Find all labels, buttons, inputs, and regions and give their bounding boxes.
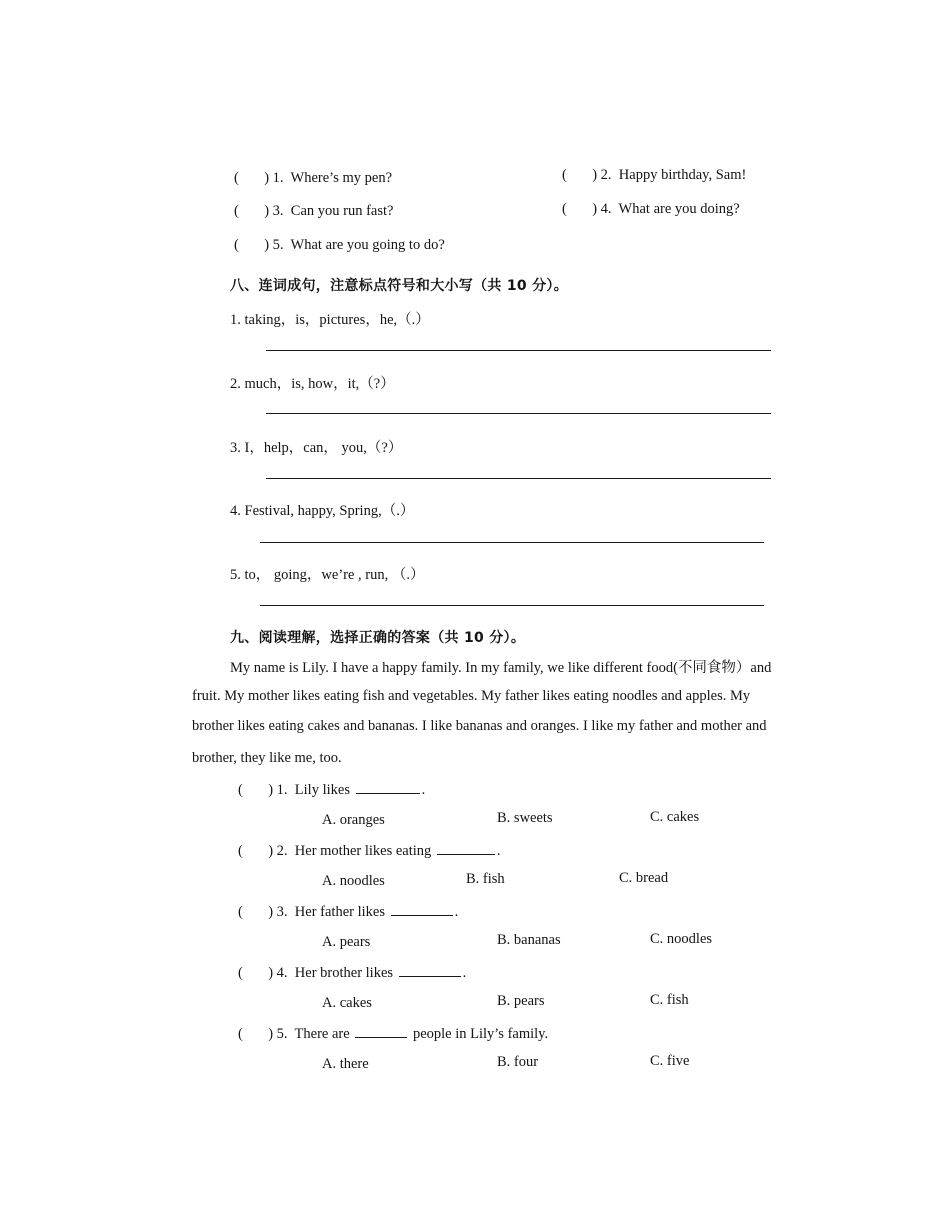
- section9-heading: 九、阅读理解，选择正确的答案（共 10 分）。: [230, 630, 526, 646]
- answer-paren[interactable]: ( ): [238, 782, 274, 798]
- option-a[interactable]: A. there: [322, 1056, 369, 1072]
- s8-item-3: [230, 436, 402, 457]
- question-text: Her mother likes eating: [294, 843, 432, 859]
- question-text-after: .: [462, 965, 467, 981]
- s8-item-words: to， going，we’re , run, （.）: [244, 567, 425, 583]
- option-c[interactable]: C. bread: [619, 870, 669, 886]
- s9-question-2: ( ) 2. Her mother likes eating .: [238, 843, 501, 859]
- s8-item-1: [230, 308, 430, 329]
- answer-paren[interactable]: ( ): [562, 167, 598, 183]
- answer-line[interactable]: [266, 350, 771, 351]
- answer-paren[interactable]: ( ): [238, 843, 274, 859]
- s7-item-4: ( ) 4. What are you doing?: [562, 201, 740, 217]
- option-b[interactable]: B. four: [497, 1054, 539, 1070]
- question-text: Her brother likes: [294, 965, 394, 981]
- section8-heading: 八、连词成句，注意标点符号和大小写（共 10 分）。: [230, 278, 569, 294]
- question-num: 4: [276, 965, 284, 981]
- fill-blank[interactable]: [355, 1025, 407, 1038]
- s8-item-words: much，is, how，it,（?）: [244, 376, 395, 392]
- question-text-after: .: [421, 782, 426, 798]
- answer-paren[interactable]: ( ): [238, 965, 274, 981]
- s8-item-words: taking，is，pictures，he,（.）: [244, 312, 430, 328]
- option-a[interactable]: A. pears: [322, 934, 371, 950]
- option-a[interactable]: A. noodles: [322, 873, 385, 889]
- question-text-after: .: [454, 904, 459, 920]
- question-num: 5: [276, 1026, 284, 1042]
- s7-item-num: 1: [272, 170, 280, 186]
- s7-item-num: 3: [272, 203, 280, 219]
- s7-item-text: Can you run fast?: [290, 203, 394, 219]
- option-c[interactable]: C. five: [650, 1053, 690, 1069]
- s7-item-num: 2: [600, 167, 608, 183]
- s7-item-text: Where’s my pen?: [290, 170, 393, 186]
- passage-line-3: brother likes eating cakes and bananas. I like bananas and oranges. I like my father and mother and: [192, 718, 767, 734]
- answer-paren[interactable]: ( ): [234, 170, 270, 186]
- s7-item-text: What are you going to do?: [290, 237, 445, 253]
- s7-item-1: ( ) 1. Where’s my pen?: [234, 170, 393, 186]
- option-b[interactable]: B. pears: [497, 993, 545, 1009]
- s8-item-label: 5.: [230, 567, 241, 583]
- question-text: Lily likes: [294, 782, 350, 798]
- s8-item-5: [230, 563, 425, 584]
- question-num: 2: [276, 843, 284, 859]
- s8-item-label: 1.: [230, 312, 241, 328]
- s9-question-1: ( ) 1. Lily likes .: [238, 782, 426, 798]
- answer-paren[interactable]: ( ): [562, 201, 598, 217]
- s7-item-5: ( ) 5. What are you going to do?: [234, 237, 445, 253]
- option-b[interactable]: B. sweets: [497, 810, 553, 826]
- question-text: Her father likes: [294, 904, 385, 920]
- s7-item-num: 5: [272, 237, 280, 253]
- s9-question-4: ( ) 4. Her brother likes .: [238, 965, 467, 981]
- answer-line[interactable]: [266, 478, 771, 479]
- answer-paren[interactable]: ( ): [234, 203, 270, 219]
- fill-blank[interactable]: [437, 842, 495, 855]
- s7-item-3: ( ) 3. Can you run fast?: [234, 203, 394, 219]
- question-text: There are: [294, 1026, 350, 1042]
- s9-question-3: ( ) 3. Her father likes .: [238, 904, 459, 920]
- s8-item-words: Festival, happy, Spring,（.）: [244, 503, 415, 519]
- s8-item-label: 3.: [230, 440, 241, 456]
- answer-line[interactable]: [266, 413, 771, 414]
- option-b[interactable]: B. bananas: [497, 932, 561, 948]
- s8-item-label: 4.: [230, 503, 241, 519]
- answer-line[interactable]: [260, 542, 764, 543]
- answer-line[interactable]: [260, 605, 764, 606]
- passage-line-1: My name is Lily. I have a happy family. In my family, we like different food(不同食物）and: [230, 660, 772, 676]
- answer-paren[interactable]: ( ): [238, 1026, 274, 1042]
- option-c[interactable]: C. noodles: [650, 931, 713, 947]
- question-text-after: .: [496, 843, 501, 859]
- s8-item-4: [230, 499, 414, 520]
- option-c[interactable]: C. cakes: [650, 809, 700, 825]
- s8-item-2: [230, 372, 395, 393]
- s7-item-num: 4: [600, 201, 608, 217]
- s8-item-words: I，help，can， you,（?）: [244, 440, 403, 456]
- answer-paren[interactable]: ( ): [238, 904, 274, 920]
- fill-blank[interactable]: [399, 964, 461, 977]
- s7-item-2: ( ) 2. Happy birthday, Sam!: [562, 167, 747, 183]
- s7-item-text: Happy birthday, Sam!: [618, 167, 747, 183]
- question-text-after: people in Lily’s family.: [412, 1026, 549, 1042]
- s8-item-label: 2.: [230, 376, 241, 392]
- s9-question-5: ( ) 5. There are people in Lily’s family.: [238, 1026, 549, 1042]
- passage-line-2: fruit. My mother likes eating fish and vegetables. My father likes eating noodles and apples. My: [192, 688, 751, 704]
- fill-blank[interactable]: [391, 903, 453, 916]
- option-a[interactable]: A. cakes: [322, 995, 372, 1011]
- option-a[interactable]: A. oranges: [322, 812, 385, 828]
- question-num: 1: [276, 782, 284, 798]
- question-num: 3: [276, 904, 284, 920]
- s7-item-text: What are you doing?: [618, 201, 740, 217]
- option-c[interactable]: C. fish: [650, 992, 689, 1008]
- fill-blank[interactable]: [356, 781, 420, 794]
- passage-line-4: brother, they like me, too.: [192, 750, 342, 766]
- option-b[interactable]: B. fish: [466, 871, 505, 887]
- answer-paren[interactable]: ( ): [234, 237, 270, 253]
